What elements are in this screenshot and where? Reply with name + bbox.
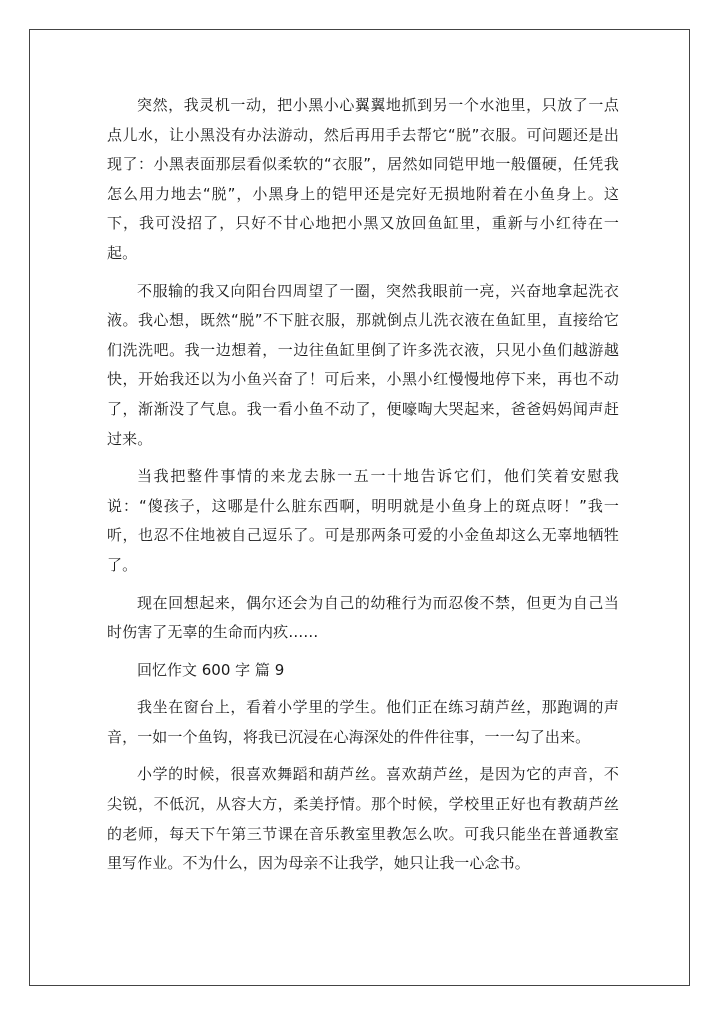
paragraph-3: 当我把整件事情的来龙去脉一五一十地告诉它们，他们笑着安慰我说：“傻孩子，这哪是什么脏东西啊，明明就是小鱼身上的斑点呀！”我一听，也忍不住地被自己逗乐了。可是那两条可爱的小金鱼却这么无辜地牺牲了。 [107,467,619,574]
paragraph-6: 小学的时候，很喜欢舞蹈和葫芦丝。喜欢葫芦丝，是因为它的声音，不尖锐，不低沉，从容大方，柔美抒情。那个时候，学校里正好也有教葫芦丝的老师，每天下午第三节课在音乐教室里教怎么吹。可我只能坐在普通教室里写作业。不为什么，因为母亲不让我学，她只让我一心念书。 [107,765,619,873]
paragraph-5: 我坐在窗台上，看着小学里的学生。他们正在练习葫芦丝，那跑调的声音，一如一个鱼钩，将我已沉浸在心海深处的件件往事，一一勾了出来。 [107,698,619,746]
paragraph-2: 不服输的我又向阳台四周望了一圈，突然我眼前一亮，兴奋地拿起洗衣液。我心想，既然“脱”不下脏衣服，那就倒点儿洗衣液在鱼缸里，直接给它们洗洗吧。我一边想着，一边往鱼缸里倒了许多洗衣液，只见小鱼们越游越快，开始我还以为小鱼兴奋了！可后来，小黑小红慢慢地停下来，再也不动了，渐渐没了气息。我一看小鱼不动了，便嚎啕大哭起来，爸爸妈妈闻声赶过来。 [107,281,619,448]
paragraph-1: 突然，我灵机一动，把小黑小心翼翼地抓到另一个水池里，只放了一点点儿水，让小黑没有办法游动，然后再用手去帮它“脱”衣服。可问题还是出现了：小黑表面那层看似柔软的“衣服”，居然如同铠甲地一般僵硬，任凭我怎么用力地去“脱”，小黑身上的铠甲还是完好无损地附着在小鱼身上。这下，我可没招了，只好不甘心地把小黑又放回鱼缸里，重新与小红待在一起。 [107,96,619,262]
section-heading: 回忆作文 600 字 篇 9 [137,660,285,679]
document-body [107,91,619,887]
paragraph-4: 现在回想起来，偶尔还会为自己的幼稚行为而忍俊不禁，但更为自己当时伤害了无辜的生命而内疚…… [107,593,619,642]
